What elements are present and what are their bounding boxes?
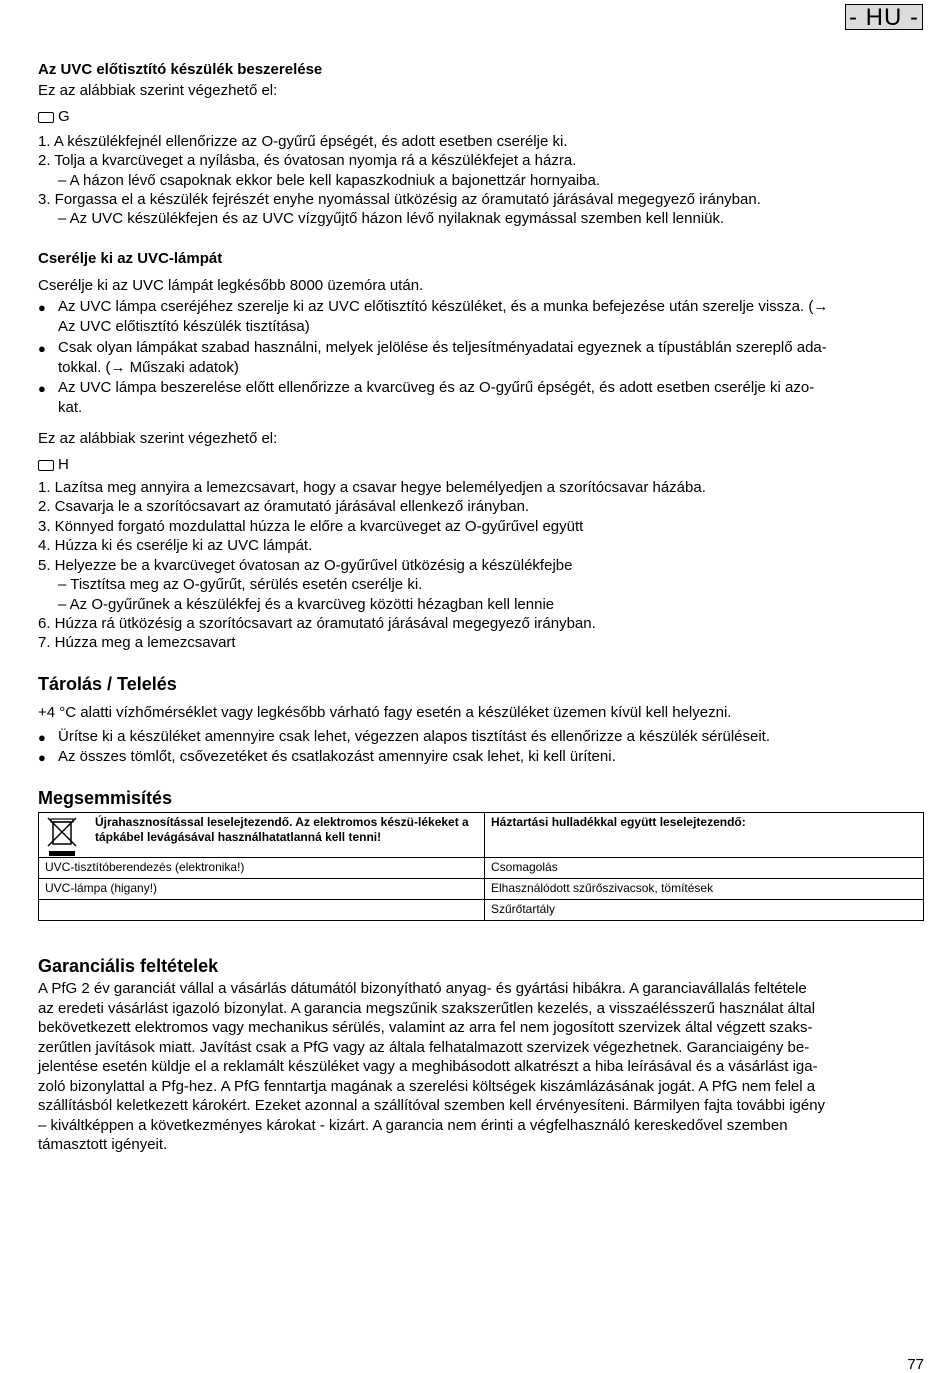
step: 6. Húzza rá ütközésig a szorítócsavart az óramutató járásával megegyező irányban. <box>38 615 596 632</box>
warranty-line: bekövetkezett elektromos vagy mechanikus sérülés, valamint az arra fel nem jogosított szervizek által végzett szaks- <box>38 1019 813 1036</box>
table-cell: Szűrőtartály <box>485 900 924 921</box>
bullet-text: tokkal. (→ Műszaki adatok) <box>58 359 239 376</box>
bullet-text: Csak olyan lámpákat szabad használni, melyek jelölése és teljesítményadatai egyeznek a típustáblán szereplő ada- <box>58 339 827 356</box>
figure-label: G <box>58 108 70 125</box>
warranty-line: jelentése esetén küldje el a reklamált készüléket vagy a meghibásodott alkatrészt a hiba leírásával és a vásárlást iga- <box>38 1058 818 1075</box>
section-intro: +4 °C alatti vízhőmérséklet vagy legkésőbb várható fagy esetén a készüléket üzemen kívül kell helyezni. <box>38 704 732 721</box>
step: 2. Tolja a kvarcüveget a nyílásba, és óvatosan nyomja rá a készülékfejet a házra. <box>38 152 577 169</box>
disposal-household-heading: Háztartási hulladékkal együtt leselejtezendő: <box>485 813 924 858</box>
section-intro: Ez az alábbiak szerint végezhető el: <box>38 82 278 99</box>
substep: – Tisztítsa meg az O-gyűrűt, sérülés esetén cserélje ki. <box>58 576 423 593</box>
bullet-text: kat. <box>58 399 83 416</box>
step: 3. Könnyed forgató mozdulattal húzza le előre a kvarcüveget az O-gyűrűvel együtt <box>38 518 584 535</box>
warranty-line: támasztott igényeit. <box>38 1136 168 1153</box>
page-number: 77 <box>907 1356 924 1373</box>
figure-ref <box>38 456 69 473</box>
table-row <box>39 813 924 858</box>
table-cell <box>39 900 485 921</box>
substep: – Az O-gyűrűnek a készülékfej és a kvarcüveg közötti hézagban kell lennie <box>58 596 555 613</box>
table-cell: Elhasználódott szűrőszivacsok, tömítések <box>485 879 924 900</box>
step: 3. Forgassa el a készülék fejrészét enyhe nyomással ütközésig az óramutató járásával megegyező irányban. <box>38 191 761 208</box>
bullet-icon: ● <box>38 730 46 745</box>
bullet-icon: ● <box>38 341 46 356</box>
bullet-text: Az UVC lámpa beszerelése előtt ellenőrizze a kvarcüveg és az O-gyűrű épségét, és adott esetben cserélje ki azo- <box>58 379 815 396</box>
language-tag: - HU - <box>845 4 923 30</box>
figure-icon <box>38 112 54 123</box>
warranty-line: zerűtlen javítások miatt. Javítást csak a PfG vagy az általa felhatalmazott szervizek végezhetnek. Garanciaigény be- <box>38 1038 810 1056</box>
section-intro: Cserélje ki az UVC lámpát legkésőbb 8000 üzemóra után. <box>38 277 424 294</box>
table-row <box>39 900 924 921</box>
section-title-disposal: Megsemmisítés <box>38 788 173 808</box>
section-title-lamp: Cserélje ki az UVC-lámpát <box>38 250 223 267</box>
table-row <box>39 879 924 900</box>
warranty-line: zoló bizonylattal a Pfg-hez. A PfG fenntartja magának a szerelési költségek kiszámlázásának jogát. A PfG nem felel a <box>38 1077 816 1095</box>
step: 1. Lazítsa meg annyira a lemezcsavart, hogy a csavar hegye belemélyedjen a szorítócsavar házába. <box>38 479 706 496</box>
figure-label: H <box>58 456 69 473</box>
bullet-text: Ürítse ki a készüléket amennyire csak lehet, végezzen alapos tisztítást és ellenőrizze a készülék sérüléseit. <box>58 728 771 745</box>
warranty-line: – kiváltképpen a következményes károkat - kizárt. A garancia nem érinti a végfelhasználó kereskedővel szemben <box>38 1116 788 1134</box>
warranty-line: szállításból keletkezett károkért. Ezeket azonnal a szállítóval szemben kell érvényesíteni. Bármilyen fajta további igény <box>38 1097 826 1114</box>
bullet-text: Az összes tömlőt, csővezetéket és csatlakozást amennyire csak lehet, ki kell üríteni. <box>58 748 616 765</box>
warranty-line: az eredeti vásárlást igazoló bizonylat. A garancia megszűnik szakszerűtlen kezelés, a visszaélésszerű használat által <box>38 999 816 1017</box>
step: 7. Húzza meg a lemezcsavart <box>38 634 236 651</box>
section-title-install: Az UVC előtisztító készülék beszerelése <box>38 61 323 78</box>
section-intro: Ez az alábbiak szerint végezhető el: <box>38 430 278 447</box>
bullet-icon: ● <box>38 300 46 315</box>
crossed-bin-icon <box>45 816 79 858</box>
bullet-icon: ● <box>38 381 46 396</box>
bullet-text: Az UVC lámpa cseréjéhez szerelje ki az UVC előtisztító készüléket, és a munka befejezése után szerelje vissza. (→ <box>58 298 829 315</box>
substep: – Az UVC készülékfejen és az UVC vízgyűjtő házon lévő nyilaknak egymással szemben kell lenniük. <box>58 210 725 227</box>
table-cell <box>39 813 485 858</box>
table-cell: UVC-tisztítóberendezés (elektronika!) <box>39 858 485 879</box>
figure-ref <box>38 108 70 125</box>
step: 4. Húzza ki és cserélje ki az UVC lámpát. <box>38 537 313 554</box>
table-row <box>39 858 924 879</box>
table-cell: UVC-lámpa (higany!) <box>39 879 485 900</box>
table-cell: Csomagolás <box>485 858 924 879</box>
warranty-line: A PfG 2 év garanciát vállal a vásárlás dátumától bizonyítható anyag- és gyártási hibákra. A garanciavállalás feltétele <box>38 980 807 997</box>
disposal-table <box>38 812 924 921</box>
disposal-recycle-heading: Újrahasznosítással leselejtezendő. Az elektromos készü-lékeket a tápkábel levágásával használhatatlanná kell tenni! <box>95 815 469 844</box>
bullet-text: Az UVC előtisztító készülék tisztítása) <box>58 318 310 335</box>
substep: – A házon lévő csapoknak ekkor bele kell kapaszkodniuk a bajonettzár hornyaiba. <box>58 172 601 189</box>
bullet-icon: ● <box>38 750 46 765</box>
step: 1. A készülékfejnél ellenőrizze az O-gyűrű épségét, és adott esetben cserélje ki. <box>38 133 568 150</box>
step: 2. Csavarja le a szorítócsavart az óramutató járásával ellenkező irányban. <box>38 498 530 515</box>
figure-icon <box>38 460 54 471</box>
warranty-text <box>38 979 924 1155</box>
section-title-storage: Tárolás / Telelés <box>38 674 177 694</box>
section-title-warranty: Garanciális feltételek <box>38 956 219 976</box>
step: 5. Helyezze be a kvarcüveget óvatosan az O-gyűrűvel ütközésig a készülékfejbe <box>38 557 573 574</box>
